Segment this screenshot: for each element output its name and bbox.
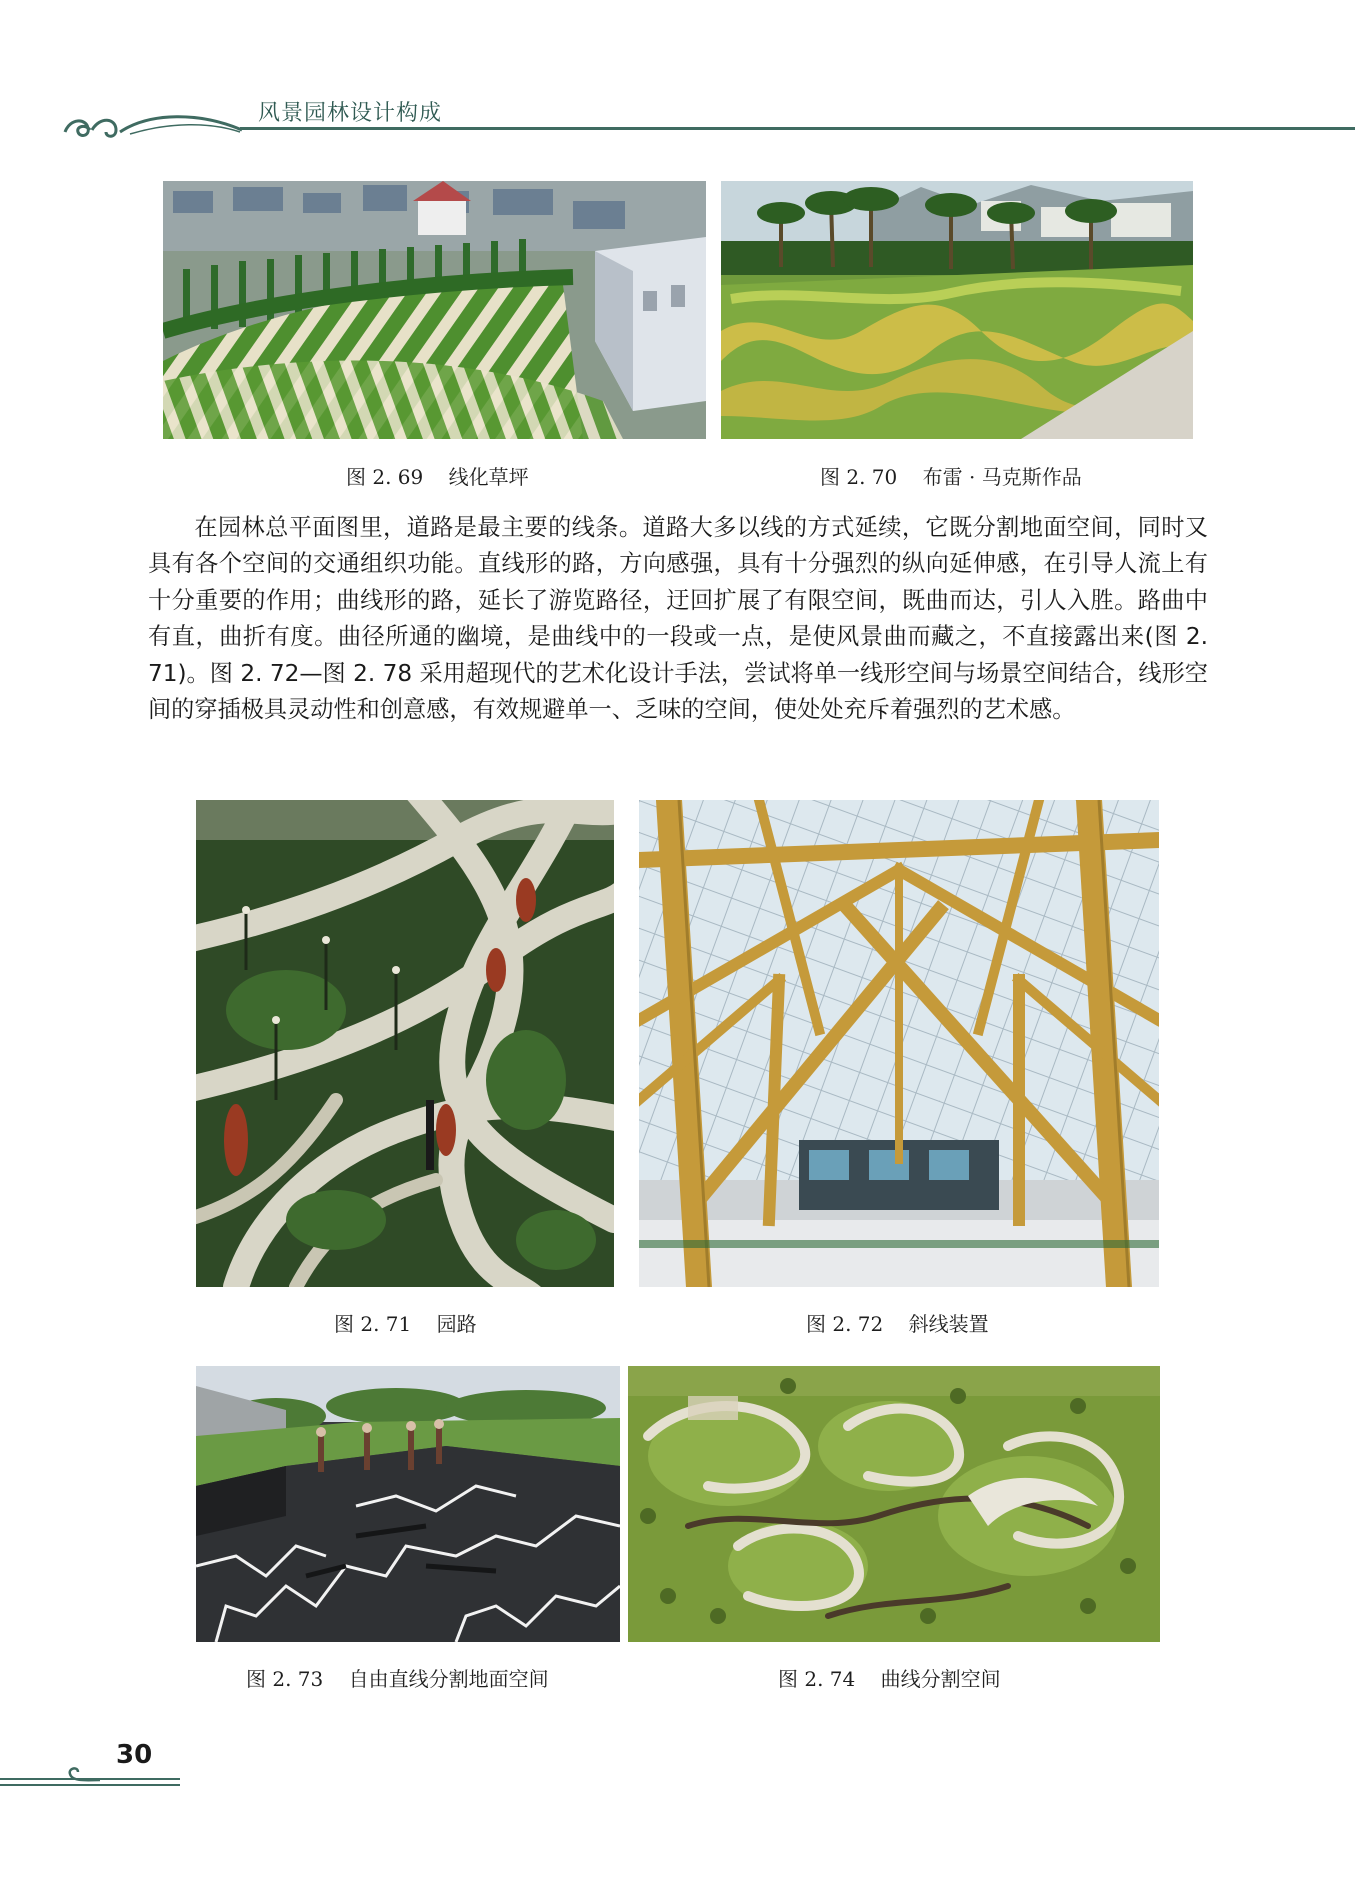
figure-2-72-image [639, 800, 1159, 1287]
figure-2-74-image [628, 1366, 1160, 1642]
running-header-title: 风景园林设计构成 [258, 101, 443, 126]
figure-2-70-caption: 图 2. 70 布雷 · 马克斯作品 [820, 465, 1082, 489]
figure-2-73-image [196, 1366, 620, 1642]
figure-2-69-image [163, 181, 706, 439]
figure-2-69-caption: 图 2. 69 线化草坪 [346, 465, 529, 489]
footer-rule-bottom [0, 1784, 180, 1786]
page-number: 30 [116, 1740, 153, 1770]
footer-ornament-icon [64, 1762, 104, 1786]
body-paragraph: 在园林总平面图里，道路是最主要的线条。道路大多以线的方式延续，它既分割地面空间，同时又具有各个空间的交通组织功能。直线形的路，方向感强，具有十分强烈的纵向延伸感，在引导人流上有十分重要的作用；曲线形的路，延长了游览路径，迂回扩展了有限空间，既曲而达，引人入胜。路曲中有直，曲折有度。曲径所通的幽境，是曲线中的一段或一点，是使风景曲而藏之，不直接露出来(图 2. 71)。图 2. 72—图 2. 78 采用超现代的艺术化设计手法，尝试将单一线形空间与场景空间结合，线形空间的穿插极具灵动性和创意感，有效规避单一、乏味的空间，使处处充斥着强烈的艺术感。 [148, 514, 1208, 724]
footer-rule-top [0, 1778, 180, 1780]
figure-2-71-caption: 图 2. 71 园路 [334, 1312, 477, 1336]
header-ornament-icon [60, 108, 250, 144]
figure-2-70-image [721, 181, 1193, 439]
figure-2-72-caption: 图 2. 72 斜线装置 [806, 1312, 989, 1336]
figure-2-74-caption: 图 2. 74 曲线分割空间 [778, 1667, 1001, 1691]
header-rule [240, 127, 1355, 130]
figure-2-73-caption: 图 2. 73 自由直线分割地面空间 [246, 1667, 549, 1691]
figure-2-71-image [196, 800, 614, 1287]
